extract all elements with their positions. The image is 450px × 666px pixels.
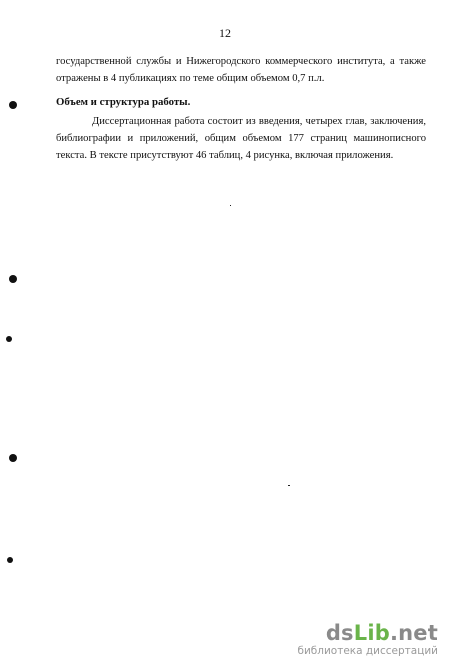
punch-hole-mark (7, 557, 13, 563)
punch-hole-mark (9, 101, 17, 109)
paragraph-line: текста. В тексте присутствуют 46 таблиц, 4 рисунка, включая приложения. (56, 150, 394, 161)
watermark-logo-ds: ds (325, 621, 354, 645)
scan-speck (230, 205, 231, 206)
paragraph-line: Диссертационная работа состоит из введения, четырех глав, заключения, (92, 116, 426, 127)
punch-hole-mark (9, 454, 17, 462)
watermark (297, 622, 438, 658)
watermark-logo-lib: Lib (353, 621, 390, 645)
watermark-subtitle: библиотека диссертаций (297, 645, 438, 657)
scan-speck (288, 485, 290, 486)
watermark-logo (297, 622, 438, 644)
paragraph-line: отражены в 4 публикациях по теме общим объемом 0,7 п.л. (56, 73, 325, 84)
section-heading: Объем и структура работы. (56, 96, 191, 108)
watermark-logo-net: .net (389, 621, 438, 645)
paragraph-line: государственной службы и Нижегородского коммерческого института, а также (56, 56, 426, 67)
paragraph-line: библиографии и приложений, общим объемом 177 страниц машинописного (56, 133, 426, 144)
punch-hole-mark (9, 275, 17, 283)
punch-hole-mark (6, 336, 12, 342)
page-number: 12 (219, 26, 231, 40)
